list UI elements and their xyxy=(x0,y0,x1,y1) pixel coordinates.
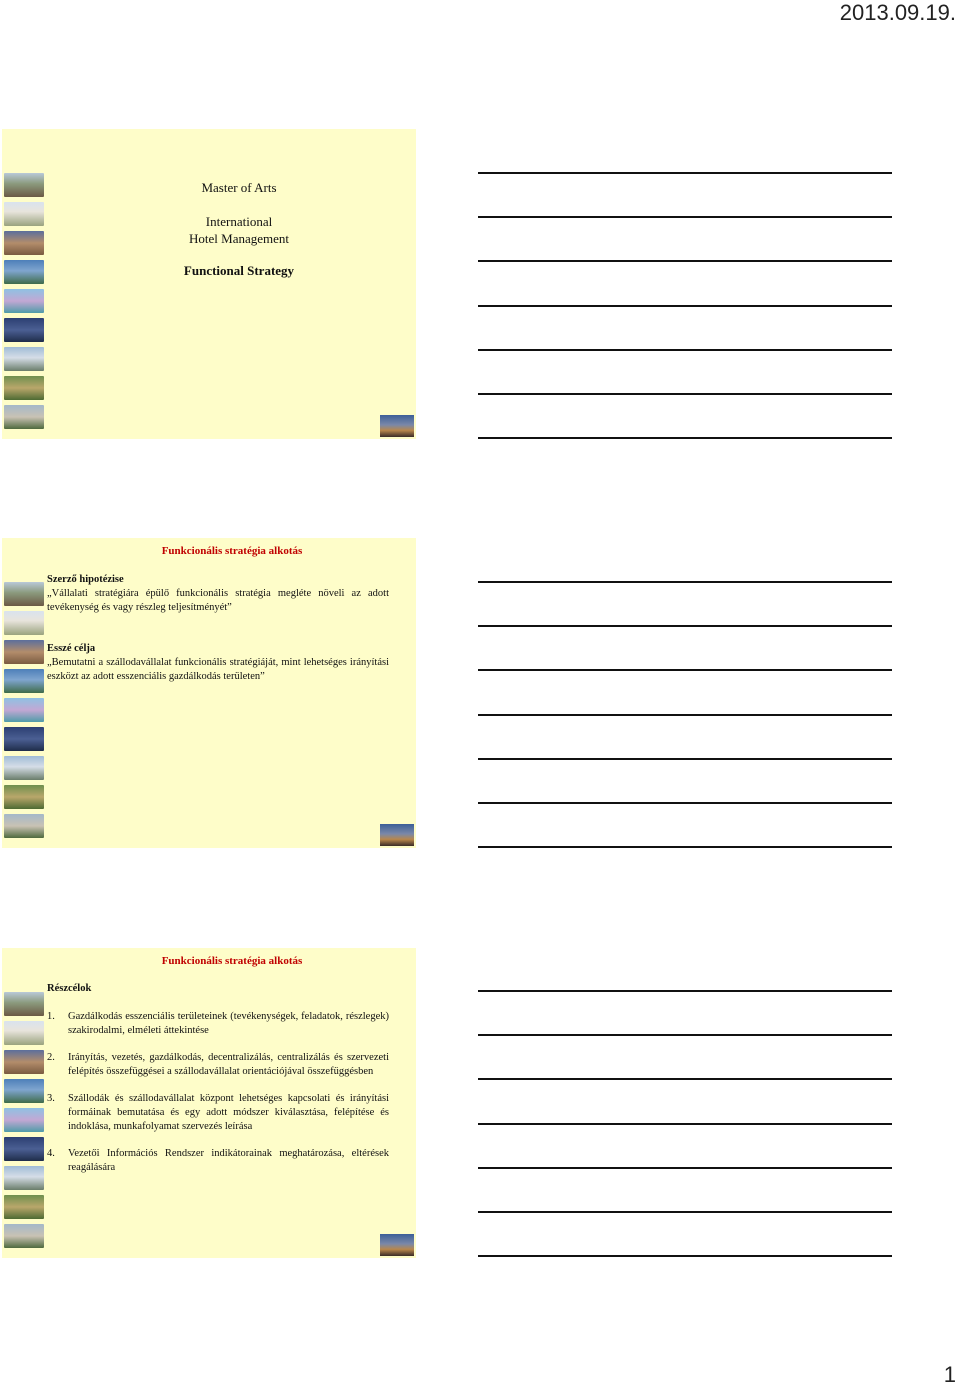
note-line xyxy=(478,758,892,760)
corner-photo xyxy=(380,1234,414,1256)
note-line xyxy=(478,393,892,395)
subgoals-block xyxy=(47,982,389,1188)
essay-goal-text: „Bemutatni a szállodavállalat funkcionális stratégiáját, mint lehetséges irányítási eszközt az adott esszenciális gazdálkodás területen” xyxy=(47,657,389,682)
subgoals-title: Részcélok xyxy=(47,983,92,994)
list-item-text: Szállodák és szállodavállalat központ lehetséges kapcsolati és irányítási formáinak bemutatása és egy adott módszer kiválasztása, felépítése és indoklása, munkafolyamat szervezés leírása xyxy=(68,1093,389,1132)
page-number: 1 xyxy=(943,1362,956,1387)
list-item xyxy=(47,1051,389,1079)
hotel-photo-thumbnail xyxy=(4,347,44,371)
slide-title-main: Functional Strategy xyxy=(183,263,295,278)
hotel-photo-thumbnail xyxy=(4,814,44,838)
essay-goal-title: Esszé célja xyxy=(47,643,96,654)
note-line xyxy=(478,714,892,716)
note-line xyxy=(478,172,892,174)
hotel-photo-thumbnail xyxy=(4,405,44,429)
list-item-number: 2. xyxy=(47,1052,55,1063)
corner-photo xyxy=(380,415,414,437)
list-item-text: Irányítás, vezetés, gazdálkodás, decentralizálás, centralizálás és szervezeti felépítés összefüggései a szállodavállalat orientációjával összefüggésben xyxy=(68,1052,389,1077)
note-line xyxy=(478,990,892,992)
hotel-photo-thumbnail xyxy=(4,202,44,226)
note-line xyxy=(478,349,892,351)
slide-title-line: International xyxy=(205,214,273,229)
photo-strip xyxy=(4,582,44,843)
essay-goal-block xyxy=(47,642,389,684)
print-date: 2013.09.19. xyxy=(839,0,956,25)
hotel-photo-thumbnail xyxy=(4,785,44,809)
subgoals-list xyxy=(47,1010,389,1175)
note-line xyxy=(478,1123,892,1125)
note-line xyxy=(478,669,892,671)
corner-photo xyxy=(380,824,414,846)
hotel-photo-thumbnail xyxy=(4,289,44,313)
note-line xyxy=(478,305,892,307)
list-item xyxy=(47,1010,389,1038)
hypothesis-text: „Vállalati stratégiára épülő funkcionális stratégia megléte növeli az adott tevékenység és vagy részleg teljesítményét” xyxy=(47,588,389,613)
slide-heading: Funkcionális stratégia alkotás xyxy=(161,955,303,967)
list-item-number: 4. xyxy=(47,1148,55,1159)
slide-1 xyxy=(2,129,416,439)
hypothesis-title: Szerző hipotézise xyxy=(47,574,124,585)
list-item xyxy=(47,1092,389,1134)
hotel-photo-thumbnail xyxy=(4,611,44,635)
hotel-photo-thumbnail xyxy=(4,640,44,664)
hotel-photo-thumbnail xyxy=(4,1108,44,1132)
hotel-photo-thumbnail xyxy=(4,992,44,1016)
note-line xyxy=(478,846,892,848)
hypothesis-block xyxy=(47,573,389,615)
hotel-photo-thumbnail xyxy=(4,1079,44,1103)
note-line xyxy=(478,260,892,262)
list-item-number: 3. xyxy=(47,1093,55,1104)
hotel-photo-thumbnail xyxy=(4,669,44,693)
hotel-photo-thumbnail xyxy=(4,376,44,400)
hotel-photo-thumbnail xyxy=(4,1166,44,1190)
photo-strip xyxy=(4,992,44,1253)
note-line xyxy=(478,1167,892,1169)
list-item-number: 1. xyxy=(47,1011,55,1022)
slide-title-line xyxy=(62,213,416,247)
hotel-photo-thumbnail xyxy=(4,1050,44,1074)
hotel-photo-thumbnail xyxy=(4,173,44,197)
note-line xyxy=(478,1211,892,1213)
slide-2 xyxy=(2,538,416,848)
hotel-photo-thumbnail xyxy=(4,756,44,780)
hotel-photo-thumbnail xyxy=(4,1224,44,1248)
photo-strip xyxy=(4,173,44,434)
list-item xyxy=(47,1147,389,1175)
list-item-text: Vezetői Információs Rendszer indikátorainak meghatározása, eltérések reagálására xyxy=(68,1148,389,1173)
note-line xyxy=(478,1078,892,1080)
hotel-photo-thumbnail xyxy=(4,1021,44,1045)
hotel-photo-thumbnail xyxy=(4,582,44,606)
hotel-photo-thumbnail xyxy=(4,231,44,255)
slide-title-line: Hotel Management xyxy=(189,231,289,246)
note-line xyxy=(478,437,892,439)
hotel-photo-thumbnail xyxy=(4,260,44,284)
hotel-photo-thumbnail xyxy=(4,727,44,751)
note-line xyxy=(478,1034,892,1036)
note-line xyxy=(478,625,892,627)
slide-3 xyxy=(2,948,416,1258)
hotel-photo-thumbnail xyxy=(4,318,44,342)
hotel-photo-thumbnail xyxy=(4,698,44,722)
hotel-photo-thumbnail xyxy=(4,1137,44,1161)
note-line xyxy=(478,1255,892,1257)
slide-title-line: Master of Arts xyxy=(201,180,277,195)
slide-heading: Funkcionális stratégia alkotás xyxy=(161,545,303,557)
hotel-photo-thumbnail xyxy=(4,1195,44,1219)
note-line xyxy=(478,216,892,218)
note-line xyxy=(478,581,892,583)
list-item-text: Gazdálkodás esszenciális területeinek (tevékenységek, feladatok, részlegek) szakirodalmi, elméleti áttekintése xyxy=(68,1011,389,1036)
note-line xyxy=(478,802,892,804)
